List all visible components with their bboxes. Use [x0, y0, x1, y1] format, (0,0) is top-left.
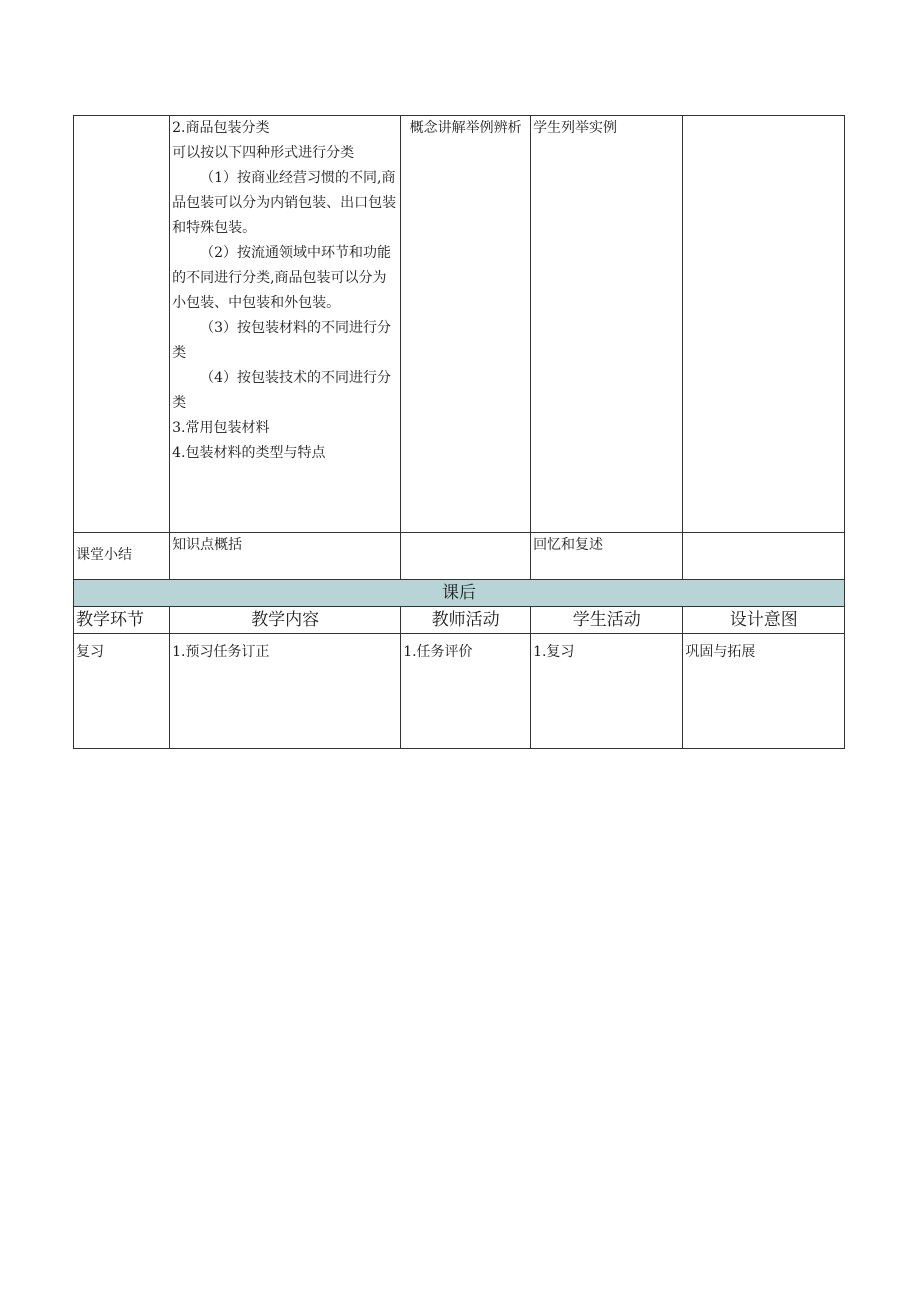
header-teacher-activity: 教师活动 — [401, 607, 531, 634]
content-paragraph: （4）按包装技术的不同进行分类 — [172, 370, 392, 411]
section-header-row — [74, 580, 845, 607]
content-paragraph: 4.包装材料的类型与特点 — [172, 445, 326, 461]
header-content: 教学内容 — [170, 607, 401, 634]
design-intent-cell: 巩固与拓展 — [683, 634, 845, 749]
student-activity-cell: 学生列举实例 — [531, 116, 683, 533]
content-cell: 1.预习任务订正 — [170, 634, 401, 749]
header-stage: 教学环节 — [74, 607, 170, 634]
header-design-intent: 设计意图 — [683, 607, 845, 634]
lesson-plan-table — [73, 115, 845, 749]
content-paragraph: 2.商品包装分类 — [172, 120, 270, 136]
table-row — [74, 634, 845, 749]
student-activity-cell: 回忆和复述 — [531, 533, 683, 580]
teacher-activity-cell: 概念讲解举例辨析 — [401, 116, 531, 533]
content-paragraph: （3）按包装材料的不同进行分类 — [172, 320, 392, 361]
content-paragraph: 3.常用包装材料 — [172, 420, 270, 436]
stage-cell — [74, 116, 170, 533]
table-row — [74, 116, 845, 533]
content-paragraph: （1）按商业经营习惯的不同,商品包装可以分为内销包装、出口包装和特殊包装。 — [172, 170, 397, 236]
section-title: 课后 — [74, 580, 845, 607]
content-paragraph: （2）按流通领域中环节和功能的不同进行分类,商品包装可以分为小包装、中包装和外包装。 — [172, 245, 392, 311]
header-student-activity: 学生活动 — [531, 607, 683, 634]
design-intent-cell — [683, 116, 845, 533]
design-intent-cell — [683, 533, 845, 580]
student-activity-cell: 1.复习 — [531, 634, 683, 749]
teacher-activity-cell: 1.任务评价 — [401, 634, 531, 749]
content-cell: 知识点概括 — [170, 533, 401, 580]
table-row — [74, 533, 845, 580]
stage-cell: 复习 — [74, 634, 170, 749]
content-paragraph: 可以按以下四种形式进行分类 — [172, 145, 355, 161]
stage-cell: 课堂小结 — [74, 533, 170, 580]
teacher-activity-cell — [401, 533, 531, 580]
column-header-row — [74, 607, 845, 634]
content-cell — [170, 116, 401, 533]
